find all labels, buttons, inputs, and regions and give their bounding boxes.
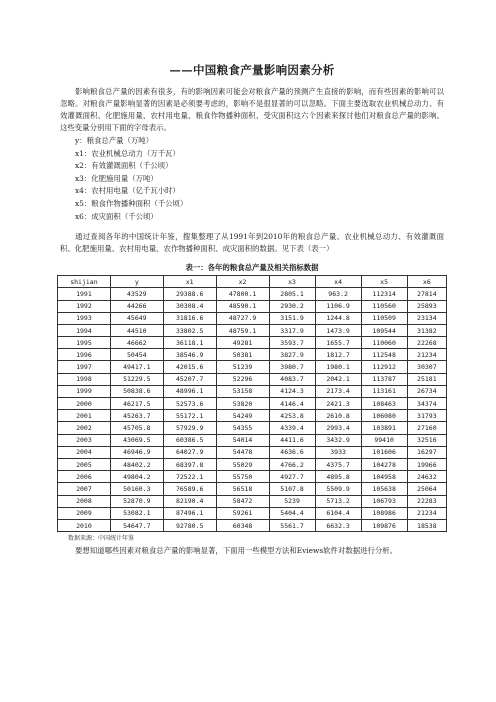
table-cell: 22283 [407, 495, 446, 507]
table-cell: 3151.9 [269, 312, 315, 324]
document-page [60, 62, 444, 557]
table-cell: 25181 [407, 373, 446, 385]
table-cell: 1992 [58, 300, 111, 312]
table-cell: 110560 [361, 300, 407, 312]
table-cell: 1998 [58, 373, 111, 385]
table-cell: 76589.6 [163, 483, 216, 495]
table-cell: 46662 [110, 337, 163, 349]
table-cell: 49804.2 [110, 471, 163, 483]
table-cell: 3317.9 [269, 324, 315, 336]
closing-paragraph: 要想知道哪些因素对粮食总产量的影响显著，下面用一些模型方法和Eviews软件对数据进行分析。 [75, 546, 398, 556]
table-cell: 106793 [361, 495, 407, 507]
table-cell: 113161 [361, 385, 407, 397]
table-cell: 963.2 [315, 288, 361, 300]
table-cell: 44266 [110, 300, 163, 312]
table-row [58, 385, 447, 397]
table-cell: 45705.8 [110, 422, 163, 434]
table-cell: 108463 [361, 398, 407, 410]
table-cell: 54647.7 [110, 519, 163, 531]
table-cell: 42015.6 [163, 361, 216, 373]
table-cell: 6632.3 [315, 519, 361, 531]
table-cell: 54249 [216, 410, 269, 422]
table-cell: 1980.1 [315, 361, 361, 373]
table-cell: 55172.1 [163, 410, 216, 422]
table-cell: 59261 [216, 507, 269, 519]
table-cell: 1473.9 [315, 324, 361, 336]
table-cell: 49281 [216, 337, 269, 349]
table-cell: 19966 [407, 458, 446, 470]
column-header: x1 [163, 276, 216, 288]
table-row [58, 288, 447, 300]
table-cell: 54014 [216, 434, 269, 446]
variable-item: x4：农村用电量（亿千瓦小时） [75, 186, 180, 196]
table-cell: 38546.9 [163, 349, 216, 361]
table-cell: 45263.7 [110, 410, 163, 422]
column-header: x3 [269, 276, 315, 288]
table-cell: 106080 [361, 410, 407, 422]
table-cell: 31793 [407, 410, 446, 422]
column-header: x6 [407, 276, 446, 288]
column-header: y [110, 276, 163, 288]
table-cell: 21234 [407, 349, 446, 361]
table-cell: 2003 [58, 434, 111, 446]
table-cell: 2002 [58, 422, 111, 434]
table-cell: 1997 [58, 361, 111, 373]
table-cell: 4146.4 [269, 398, 315, 410]
table-cell: 109544 [361, 324, 407, 336]
table-row [58, 458, 447, 470]
table-cell: 46946.9 [110, 446, 163, 458]
table-cell: 110060 [361, 337, 407, 349]
table-cell: 1996 [58, 349, 111, 361]
table-cell: 104278 [361, 458, 407, 470]
table-cell: 48402.2 [110, 458, 163, 470]
variable-item: x6：成灾面积（千公顷） [75, 211, 158, 221]
table-cell: 53158 [216, 385, 269, 397]
table-cell: 48727.9 [216, 312, 269, 324]
table-cell: 25893 [407, 300, 446, 312]
table-cell: 3980.7 [269, 361, 315, 373]
table-cell: 2010 [58, 519, 111, 531]
table-cell: 5239 [269, 495, 315, 507]
column-header: x4 [315, 276, 361, 288]
table-row [58, 495, 447, 507]
table-cell: 82190.4 [163, 495, 216, 507]
table-cell: 103891 [361, 422, 407, 434]
table-cell: 44510 [110, 324, 163, 336]
table-cell: 48590.1 [216, 300, 269, 312]
table-cell: 2930.2 [269, 300, 315, 312]
table-cell: 52296 [216, 373, 269, 385]
table-cell: 1999 [58, 385, 111, 397]
table-cell: 31382 [407, 324, 446, 336]
table-cell: 53820 [216, 398, 269, 410]
table-cell: 2001 [58, 410, 111, 422]
table-cell: 49417.1 [110, 361, 163, 373]
table-cell: 64027.9 [163, 446, 216, 458]
variable-item: y：粮食总产量（万吨） [75, 136, 154, 145]
table-row [58, 471, 447, 483]
variable-item: x1：农业机械总动力（万千瓦） [75, 148, 180, 158]
table-cell: 1991 [58, 288, 111, 300]
table-cell: 113787 [361, 373, 407, 385]
table-cell: 104958 [361, 471, 407, 483]
table-row [58, 410, 447, 422]
table-cell: 25064 [407, 483, 446, 495]
table-cell: 50160.3 [110, 483, 163, 495]
table-cell: 48996.1 [163, 385, 216, 397]
table-cell: 4895.8 [315, 471, 361, 483]
table-cell: 2004 [58, 446, 111, 458]
table-cell: 50838.6 [110, 385, 163, 397]
table-cell: 110509 [361, 312, 407, 324]
table-cell: 112548 [361, 349, 407, 361]
data-table [57, 275, 447, 532]
table-cell: 30307 [407, 361, 446, 373]
table-cell: 2006 [58, 471, 111, 483]
table-cell: 27814 [407, 288, 446, 300]
table-cell: 4927.7 [269, 471, 315, 483]
table-row [58, 519, 447, 531]
table-cell: 34374 [407, 398, 446, 410]
table-cell: 4411.6 [269, 434, 315, 446]
table-cell: 1655.7 [315, 337, 361, 349]
table-cell: 5509.9 [315, 483, 361, 495]
table-cell: 60348 [216, 519, 269, 531]
table-source-note: 数据来源：中国统计年鉴 [68, 535, 135, 543]
table-cell: 2805.1 [269, 288, 315, 300]
intro-paragraph: 影响粮食总产量的因素有很多，有的影响因素可能会对粮食产量的预测产生直接的影响，而有些因素的影响可以忽略。对粮食产量影响显著的因素是必须要考虑的，影响不是很显著的可以忽略。下面主要选取农业机械总动力、有效灌溉面积、化肥施用量、农村用电量、粮食作物播种面积、受灾面积这六个因素来探讨他们对粮食总产量的影响。这些变量分别用下面的字母表示。 [60, 87, 444, 132]
table-cell: 45649 [110, 312, 163, 324]
page-title: ——中国粮食产量影响因素分析 [169, 63, 335, 77]
table-cell: 52573.6 [163, 398, 216, 410]
table-row [58, 398, 447, 410]
table-cell: 3827.9 [269, 349, 315, 361]
table-cell: 4083.7 [269, 373, 315, 385]
column-header: x5 [361, 276, 407, 288]
table-cell: 60386.5 [163, 434, 216, 446]
table-row [58, 483, 447, 495]
table-cell: 58472 [216, 495, 269, 507]
table-cell: 1812.7 [315, 349, 361, 361]
table-cell: 5404.4 [269, 507, 315, 519]
table-cell: 4124.3 [269, 385, 315, 397]
table-cell: 72522.1 [163, 471, 216, 483]
variable-item: x5：粮食作物播种面积（千公顷） [75, 198, 188, 208]
table-cell: 51239 [216, 361, 269, 373]
table-cell: 2000 [58, 398, 111, 410]
table-header-row [58, 276, 447, 288]
table-cell: 2173.4 [315, 385, 361, 397]
table-cell: 2421.3 [315, 398, 361, 410]
table-cell: 5107.8 [269, 483, 315, 495]
table-cell: 112314 [361, 288, 407, 300]
table-cell: 112912 [361, 361, 407, 373]
table-row [58, 507, 447, 519]
table-row [58, 373, 447, 385]
table-cell: 4766.2 [269, 458, 315, 470]
table-cell: 21234 [407, 507, 446, 519]
table-row [58, 349, 447, 361]
table-cell: 33802.5 [163, 324, 216, 336]
table-row [58, 324, 447, 336]
table-cell: 18538 [407, 519, 446, 531]
table-row [58, 446, 447, 458]
table-cell: 48759.1 [216, 324, 269, 336]
table-cell: 43069.5 [110, 434, 163, 446]
table-cell: 52870.9 [110, 495, 163, 507]
table-cell: 27160 [407, 422, 446, 434]
table-cell: 26734 [407, 385, 446, 397]
table-cell: 23134 [407, 312, 446, 324]
table-cell: 4375.7 [315, 458, 361, 470]
table-row [58, 361, 447, 373]
data-intro-paragraph: 通过查阅各年的中国统计年鉴，搜集整理了从1991年到2010年的粮食总产量、农业机械总动力、有效灌溉面积、化肥施用量、农村用电量、农作物播种面积、成灾面积的数据。见下表（表一） [60, 232, 444, 254]
table-cell: 108986 [361, 507, 407, 519]
table-cell: 31816.6 [163, 312, 216, 324]
table-row [58, 422, 447, 434]
table-cell: 4253.8 [269, 410, 315, 422]
table-cell: 57929.9 [163, 422, 216, 434]
table-cell: 46217.5 [110, 398, 163, 410]
table-cell: 2008 [58, 495, 111, 507]
table-cell: 2007 [58, 483, 111, 495]
table-cell: 109876 [361, 519, 407, 531]
table-cell: 43529 [110, 288, 163, 300]
table-cell: 29388.6 [163, 288, 216, 300]
table-cell: 1993 [58, 312, 111, 324]
table-cell: 92780.5 [163, 519, 216, 531]
column-header: x2 [216, 276, 269, 288]
table-cell: 51229.5 [110, 373, 163, 385]
table-row [58, 434, 447, 446]
table-cell: 55750 [216, 471, 269, 483]
table-body [58, 288, 447, 532]
variable-item: x3：化肥施用量（万吨） [75, 173, 158, 183]
table-cell: 1994 [58, 324, 111, 336]
table-cell: 5713.2 [315, 495, 361, 507]
table-cell: 1244.8 [315, 312, 361, 324]
table-cell: 5561.7 [269, 519, 315, 531]
table-cell: 101606 [361, 446, 407, 458]
table-cell: 2993.4 [315, 422, 361, 434]
table-cell: 24632 [407, 471, 446, 483]
column-header: shijian [58, 276, 111, 288]
table-cell: 3432.9 [315, 434, 361, 446]
table-cell: 45207.7 [163, 373, 216, 385]
table-cell: 50381 [216, 349, 269, 361]
table-cell: 30308.4 [163, 300, 216, 312]
table-cell: 3933 [315, 446, 361, 458]
table-cell: 36118.1 [163, 337, 216, 349]
table-cell: 54478 [216, 446, 269, 458]
table-cell: 68397.8 [163, 458, 216, 470]
table-cell: 2005 [58, 458, 111, 470]
table-cell: 56518 [216, 483, 269, 495]
table-cell: 105638 [361, 483, 407, 495]
table-cell: 2610.8 [315, 410, 361, 422]
table-cell: 4339.4 [269, 422, 315, 434]
table-cell: 55029 [216, 458, 269, 470]
table-cell: 54355 [216, 422, 269, 434]
table-cell: 4636.6 [269, 446, 315, 458]
table-cell: 47800.1 [216, 288, 269, 300]
table-cell: 1995 [58, 337, 111, 349]
table-cell: 99410 [361, 434, 407, 446]
variable-list [60, 135, 444, 223]
table-cell: 53082.1 [110, 507, 163, 519]
table-cell: 87496.1 [163, 507, 216, 519]
table-cell: 16297 [407, 446, 446, 458]
table-cell: 3593.7 [269, 337, 315, 349]
table-cell: 2042.1 [315, 373, 361, 385]
variable-item: x2：有效灌溉面积（千公顷） [75, 161, 173, 171]
table-row [58, 312, 447, 324]
table-cell: 50454 [110, 349, 163, 361]
table-cell: 6104.4 [315, 507, 361, 519]
table-cell: 22268 [407, 337, 446, 349]
table-cell: 32516 [407, 434, 446, 446]
table-row [58, 337, 447, 349]
table-row [58, 300, 447, 312]
table-title: 表一：各年的粮食总产量及相关指标数据 [185, 263, 319, 273]
table-cell: 1106.9 [315, 300, 361, 312]
table-cell: 2009 [58, 507, 111, 519]
